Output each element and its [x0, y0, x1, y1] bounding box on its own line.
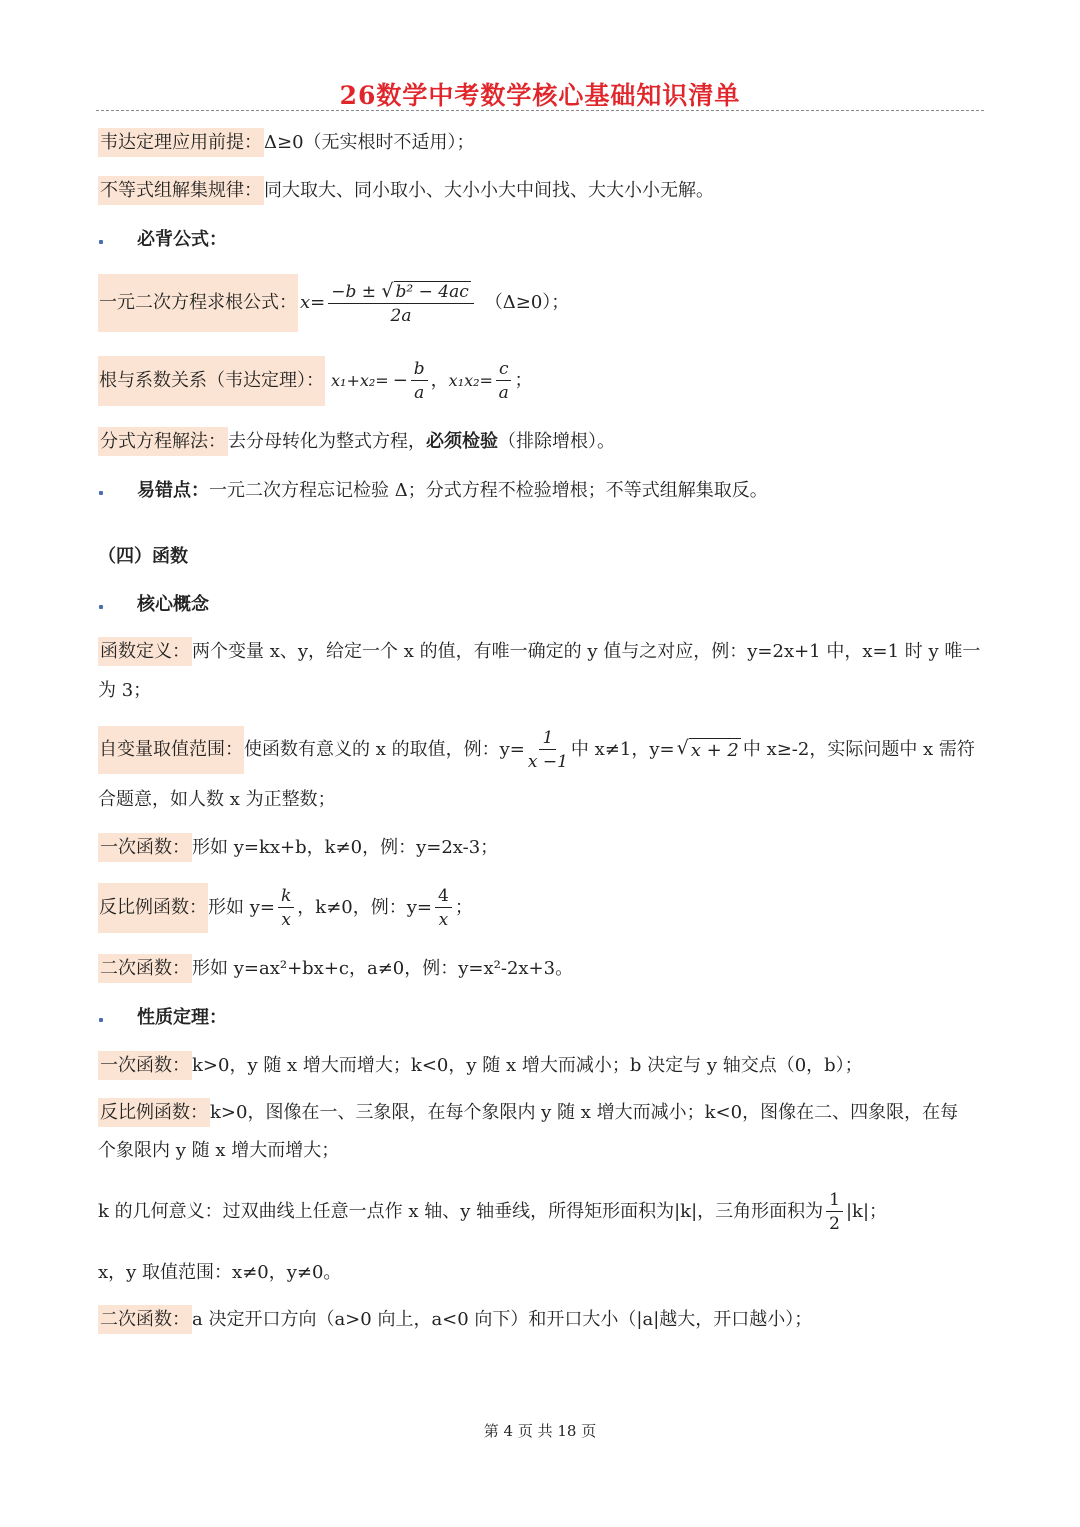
- k-geometric-text-a: k 的几何意义：过双曲线上任意一点作 x 轴、y 轴垂线，所得矩形面积为|k|，三角形面积为: [98, 1201, 824, 1222]
- domain-label: 自变量取值范围：: [98, 726, 244, 774]
- quadratic-properties: [98, 1308, 812, 1332]
- vieta-minus: −: [392, 370, 408, 391]
- domain-sqrt: [677, 738, 741, 763]
- inverse-function-label: 反比例函数：: [98, 883, 208, 933]
- vieta-product-numerator: c: [496, 359, 512, 381]
- inequality-rule-label: 不等式组解集规律：: [98, 176, 264, 205]
- sqrt-icon: √: [676, 736, 689, 759]
- domain-fraction-numerator: 1: [539, 728, 556, 750]
- vieta-label: 根与系数关系（韦达定理）：: [98, 356, 325, 406]
- inequality-rule-text: 同大取大、同小取小、大小小大中间找、大大小小无解。: [264, 180, 714, 201]
- inverse-fraction-4-numerator: 4: [435, 886, 452, 908]
- k-geometric-fraction-numerator: 1: [826, 1190, 843, 1212]
- inverse-function-text-a: 形如 y=: [208, 897, 275, 918]
- bullet-icon: [99, 1018, 103, 1022]
- function-definition-label: 函数定义：: [98, 637, 192, 666]
- k-geometric-meaning: [98, 1190, 887, 1234]
- vieta-line: [98, 356, 532, 406]
- domain-line: [98, 726, 975, 774]
- quadratic-function-label: 二次函数：: [98, 954, 192, 983]
- fractional-equation-text-a: 去分母转化为整式方程，: [228, 431, 426, 452]
- quadratic-properties-text: a 决定开口方向（a>0 向上，a<0 向下）和开口大小（|a|越大，开口越小）；: [192, 1309, 813, 1330]
- inequality-rule: [98, 179, 714, 203]
- header-divider: [96, 110, 984, 111]
- sqrt-icon: √: [381, 279, 394, 302]
- linear-properties: [98, 1054, 863, 1078]
- quadratic-formula-radicand: b² − 4ac: [395, 281, 469, 302]
- properties-heading: 性质定理：: [137, 1007, 227, 1028]
- vieta-end: ；: [514, 370, 533, 391]
- quadratic-properties-label: 二次函数：: [98, 1305, 192, 1334]
- inverse-fraction-k: [278, 886, 294, 930]
- domain-fraction: [528, 728, 568, 772]
- vieta-precondition-text: Δ≥0（无实根时不适用）；: [264, 132, 475, 153]
- vieta-sum-lhs: x₁+x₂=: [331, 371, 389, 390]
- function-definition-line2: 为 3；: [98, 680, 152, 701]
- bullet-icon: [99, 240, 103, 244]
- vieta-sum-fraction: [411, 359, 428, 403]
- inverse-properties-line2: 个象限内 y 随 x 增大而增大；: [98, 1140, 340, 1161]
- linear-properties-text: k>0，y 随 x 增大而增大；k<0，y 随 x 增大而减小；b 决定与 y 轴交点（0，b）；: [192, 1055, 863, 1076]
- linear-function-label: 一次函数：: [98, 833, 192, 862]
- domain-text-c: 中 x≥-2，实际问题中 x 需符: [742, 739, 975, 760]
- inverse-properties-text: k>0，图像在一、三象限，在每个象限内 y 随 x 增大而减小；k<0，图像在二、四象限，在每: [210, 1102, 959, 1123]
- bullet-icon: [99, 605, 103, 609]
- domain-text-a: 使函数有意义的 x 的取值，例：y=: [244, 739, 525, 760]
- inverse-properties: [98, 1101, 958, 1125]
- section-functions-heading: （四）函数: [98, 546, 188, 567]
- inverse-fraction-k-numerator: k: [278, 886, 294, 908]
- fractional-equation-text-b: （排除增根）。: [498, 431, 615, 452]
- fractional-equation-bold: 必须检验: [426, 431, 498, 452]
- common-errors: [137, 479, 768, 503]
- quadratic-formula-condition: （Δ≥0）；: [484, 292, 570, 313]
- linear-properties-label: 一次函数：: [98, 1051, 192, 1080]
- vieta-sum-numerator: b: [411, 359, 428, 381]
- common-errors-label: 易错点：: [137, 480, 209, 501]
- quadratic-formula-fraction: [328, 281, 474, 326]
- formulas-heading: 必背公式：: [137, 229, 227, 250]
- quadratic-function-text: 形如 y=ax²+bx+c，a≠0，例：y=x²-2x+3。: [192, 958, 574, 979]
- vieta-separator: ，: [430, 370, 449, 391]
- quadratic-formula-denominator: 2a: [390, 305, 412, 326]
- quadratic-formula-line: [98, 274, 569, 332]
- k-geometric-fraction-denominator: 2: [829, 1214, 840, 1234]
- linear-function-text: 形如 y=kx+b，k≠0，例：y=2x-3；: [192, 837, 499, 858]
- page-title: 26数学中考数学核心基础知识清单: [339, 81, 741, 110]
- page-number: 第 4 页 共 18 页: [483, 1422, 597, 1440]
- domain-line2: 合题意，如人数 x 为正整数；: [98, 789, 336, 810]
- quadratic-formula-numerator: −b ±: [331, 281, 382, 302]
- k-geometric-fraction: [826, 1190, 843, 1234]
- vieta-product-lhs: x₁x₂=: [448, 371, 493, 390]
- common-errors-text: 一元二次方程忘记检验 Δ；分式方程不检验增根；不等式组解集取反。: [209, 480, 768, 501]
- vieta-precondition: [98, 131, 475, 155]
- xy-range: x，y 取值范围：x≠0，y≠0。: [98, 1262, 342, 1283]
- inverse-function: [98, 883, 473, 933]
- domain-text-b: 中 x≠1，y=: [570, 739, 675, 760]
- quadratic-formula-label: 一元二次方程求根公式：: [98, 274, 298, 332]
- vieta-precondition-label: 韦达定理应用前提：: [98, 128, 264, 157]
- linear-function: [98, 836, 498, 860]
- function-definition-text: 两个变量 x、y，给定一个 x 的值，有唯一确定的 y 值与之对应，例：y=2x+1 中，x=1 时 y 唯一: [192, 641, 981, 662]
- vieta-product-denominator: a: [498, 383, 509, 403]
- k-geometric-text-b: |k|；: [845, 1201, 888, 1222]
- quadratic-function: [98, 957, 573, 981]
- core-concepts-heading: 核心概念: [137, 594, 209, 615]
- fractional-equation: [98, 430, 615, 454]
- quadratic-formula-lhs: x=: [300, 292, 326, 313]
- inverse-fraction-4-denominator: x: [438, 910, 449, 930]
- inverse-function-text-b: ，k≠0，例：y=: [297, 897, 432, 918]
- function-definition: [98, 640, 980, 664]
- domain-fraction-denominator: x −1: [527, 752, 568, 772]
- inverse-fraction-4: [435, 886, 452, 930]
- fractional-equation-label: 分式方程解法：: [98, 427, 228, 456]
- domain-radicand: x + 2: [690, 739, 739, 761]
- inverse-properties-label: 反比例函数：: [98, 1098, 210, 1127]
- vieta-product-fraction: [496, 359, 512, 403]
- inverse-function-end: ；: [454, 897, 473, 918]
- inverse-fraction-k-denominator: x: [281, 910, 291, 930]
- bullet-icon: [99, 491, 103, 495]
- vieta-sum-denominator: a: [414, 383, 425, 403]
